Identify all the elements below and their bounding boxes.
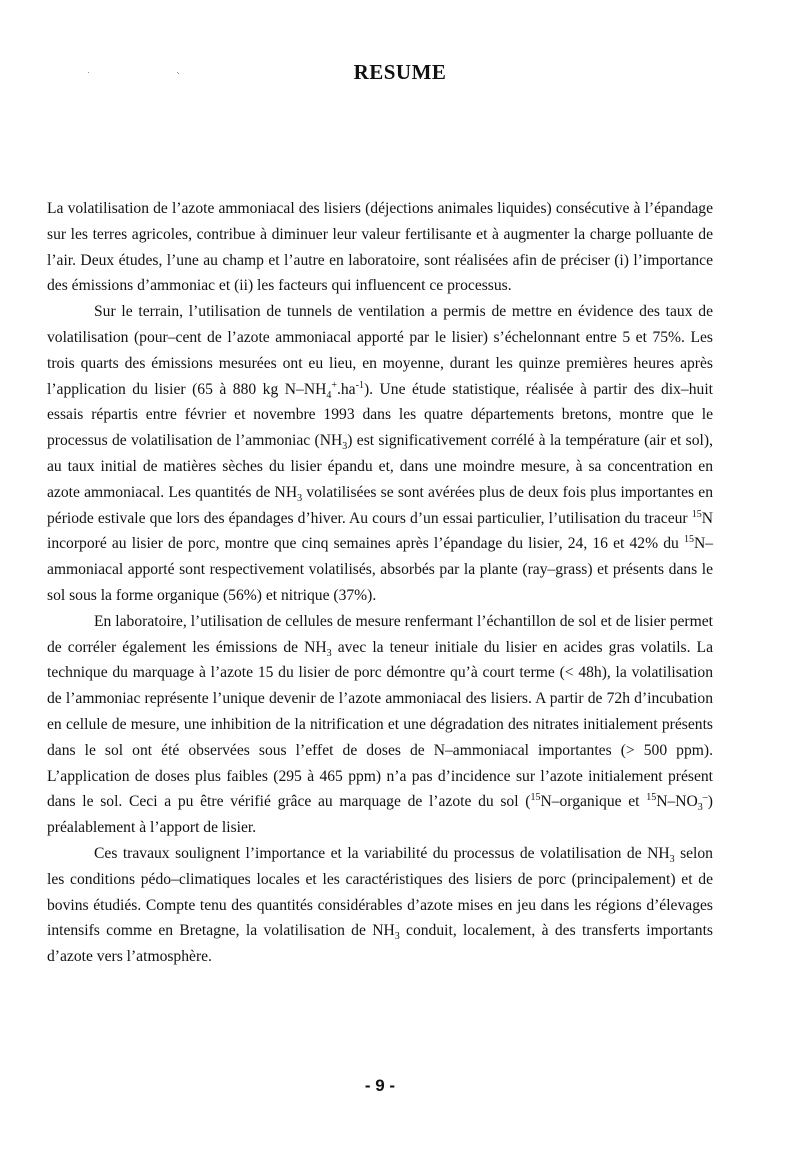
text-run: ) est significativement corrélé à la température (air et sol), au taux initial de matières sèches du lisier épandu et, dans une moindre mesure, à sa concentration en azote ammoniacal. Les quantités de NH — [47, 432, 713, 501]
subscript: 3 — [669, 854, 675, 866]
text-run: selon les conditions pédo–climatiques locales et les caractéristiques des lisiers de porc (principalement) et de bovins étudiés. Compte tenu des quantités considérables d’azote mises en jeu dans les régions d’élevages intensifs comme en Bretagne, la volatilisation de NH — [47, 844, 713, 940]
superscript: 15 — [530, 792, 541, 804]
page-number: - 9 - — [364, 1076, 396, 1095]
superscript: -1 — [355, 379, 364, 391]
text-run: Sur le terrain, l’utilisation de tunnels de ventilation a permis de mettre en évidence des taux de volatilisation (pour–cent de l’azote ammoniacal apporté par le lisier) s’échelonnant entre 5 et 75%. Les trois quarts des émissions mesurées ont eu lieu, en moyenne, durant les quinze premières heures après l’application du lisier (65 à 880 kg N–NH — [47, 303, 713, 398]
text-run: volatilisées se sont avérées plus de deux fois plus importantes en période estivale que lors des épandages d’hiver. Au cours d’un essai particulier, l’utilisation du traceur — [47, 483, 713, 527]
abstract-paragraph-4 — [47, 841, 713, 970]
text-run: N–organique et — [540, 793, 647, 811]
text-run: avec la teneur initiale du lisier en acides gras volatils. La technique du marquage à l’azote 15 du lisier de porc démontre qu’à court terme (< 48h), la volatilisation de l’ammoniac représente l’unique devenir de l’azote ammoniacal des lisiers. A partir de 72h d’incubation en cellule de mesure, une inhibition de la nitrification et une dégradation des nitrates initialement présents dans le sol ont été observées sous l’effet de doses de N–ammoniacal importantes (> 500 ppm). L’application de doses plus faibles (295 à 465 ppm) n’a pas d’incidence sur l’azote initialement présent dans le sol. Ceci a pu être vérifié grâce au marquage de l’azote du sol ( — [47, 638, 713, 811]
text-run: En laboratoire, l’utilisation de cellules de mesure renfermant l’échantillon de sol et de lisier permet de corréler également les émissions de NH — [47, 612, 713, 656]
subscript: 3 — [342, 441, 348, 453]
text-run: Ces travaux soulignent l’importance et la variabilité du processus de volatilisation de NH — [94, 844, 670, 862]
superscript: 15 — [691, 508, 702, 520]
subscript: 3 — [697, 802, 703, 814]
superscript: – — [702, 792, 708, 804]
page-title: RESUME — [353, 60, 447, 84]
text-run: La volatilisation de l’azote ammoniacal des lisiers (déjections animales liquides) consécutive à l’épandage sur les terres agricoles, contribue à diminuer leur valeur fertilisante et à augmenter la charge polluante de l’air. Deux études, l’une au champ et l’autre en laboratoire, sont réalisées afin de préciser (i) l’importance des émissions d’ammoniac et (ii) les facteurs qui influencent ce processus. — [47, 200, 713, 295]
superscript: 15 — [646, 792, 657, 804]
abstract-body — [47, 196, 713, 970]
text-run: N incorporé au lisier de porc, montre que cinq semaines après l’épandage du lisier, 24, 16 et 42% du — [47, 509, 713, 553]
text-run: ) préalablement à l’apport de lisier. — [47, 793, 713, 837]
abstract-paragraph-1 — [47, 196, 713, 299]
text-run: conduit, localement, à des transferts importants d’azote vers l’atmosphère. — [47, 922, 713, 966]
abstract-paragraph-2 — [47, 299, 713, 609]
text-run: .ha — [336, 380, 356, 398]
subscript: 3 — [297, 492, 303, 504]
text-run: N–NO — [656, 793, 698, 811]
superscript: + — [331, 379, 337, 391]
subscript: 3 — [394, 931, 400, 943]
superscript: 15 — [683, 534, 694, 546]
text-run: N–ammoniacal apporté sont respectivement volatilisés, absorbés par la plante (ray–grass) et présents dans le sol sous la forme organique (56%) et nitrique (37%). — [47, 535, 713, 604]
text-run: ). Une étude statistique, réalisée à partir des dix–huit essais répartis entre février et novembre 1993 dans les quatre départements bretons, montre que le processus de volatilisation de l’ammoniac (NH — [47, 380, 713, 450]
subscript: 3 — [326, 647, 332, 659]
subscript: 4 — [326, 389, 332, 401]
abstract-paragraph-3 — [47, 609, 713, 841]
